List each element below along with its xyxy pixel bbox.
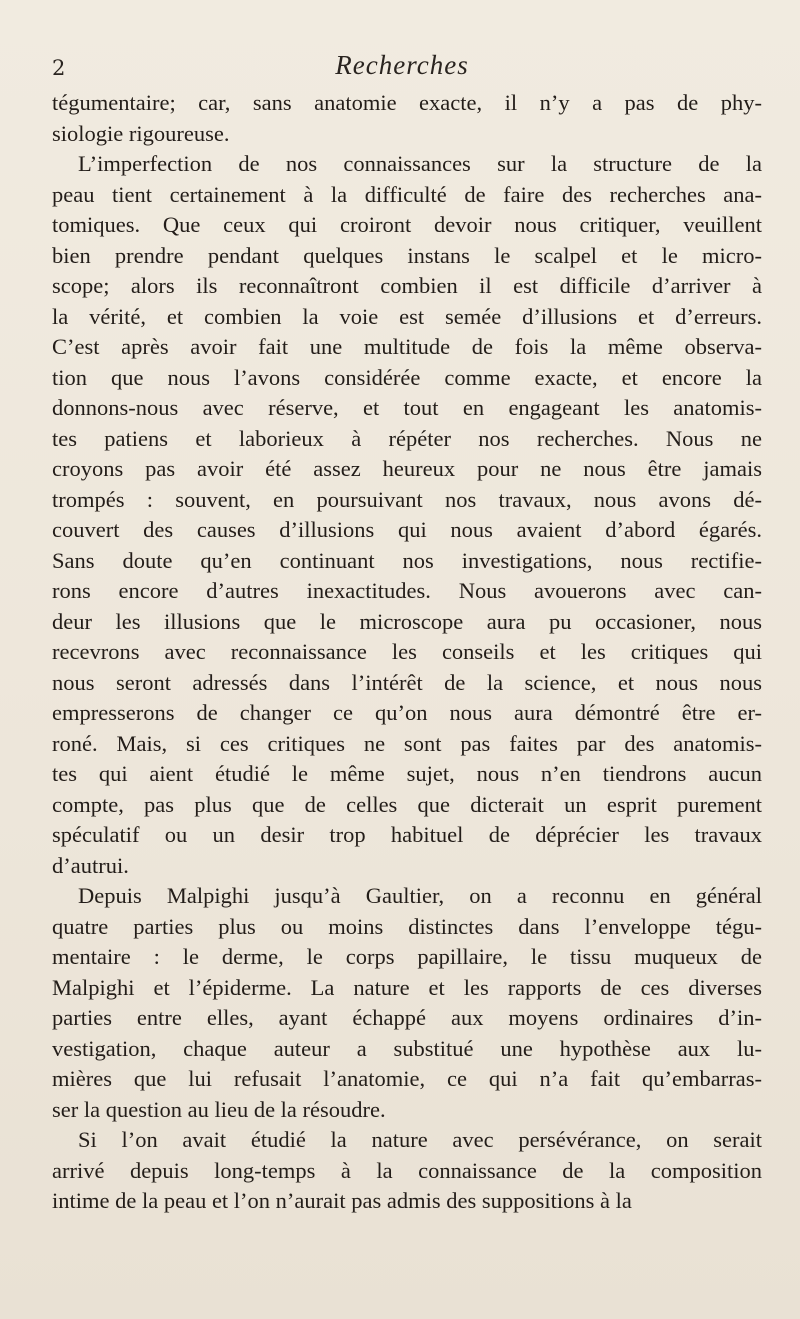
text-line: croyons pas avoir été assez heureux pour ne nous être jamais — [52, 456, 762, 481]
text-line: rons encore d’autres inexactitudes. Nous avouerons avec can- — [52, 578, 762, 603]
text-line: trompés : souvent, en poursuivant nos travaux, nous avons dé- — [52, 486, 762, 512]
text-line: spéculatif ou un desir trop habituel de déprécier les travaux — [52, 822, 762, 847]
paragraph — [52, 1125, 762, 1217]
text-line: empresserons de changer ce qu’on nous aura démontré être er- — [52, 700, 762, 725]
text-line: mentaire : le derme, le corps papillaire, le tissu muqueux de — [52, 944, 762, 969]
text-line: scope; alors ils reconnaîtront combien il est difficile d’arriver à — [52, 273, 762, 298]
text-line: siologie rigoureuse. — [52, 120, 230, 146]
text-line: ser la question au lieu de la résoudre. — [52, 1096, 386, 1122]
text-line: recevrons avec reconnaissance les conseils et les critiques qui — [52, 639, 762, 664]
text-line: bien prendre pendant quelques instans le scalpel et le micro- — [52, 242, 762, 268]
text-line: roné. Mais, si ces critiques ne sont pas faites par des anatomis- — [52, 730, 762, 756]
text-line: tes patiens et laborieux à répéter nos recherches. Nous ne — [52, 425, 762, 451]
text-line: Sans doute qu’en continuant nos investigations, nous rectifie- — [52, 547, 762, 573]
text-line: tégumentaire; car, sans anatomie exacte, il n’y a pas de phy- — [52, 90, 762, 115]
paragraph — [52, 881, 762, 1125]
text-line: la vérité, et combien la voie est semée d’illusions et d’erreurs. — [52, 303, 762, 329]
text-line: tes qui aient étudié le même sujet, nous n’en tiendrons aucun — [52, 761, 762, 786]
page-header — [52, 50, 752, 86]
text-line: peau tient certainement à la difficulté de faire des recherches ana- — [52, 181, 762, 207]
text-line: Depuis Malpighi jusqu’à Gaultier, on a reconnu en général — [78, 883, 762, 908]
paragraph — [52, 149, 762, 881]
paragraph — [52, 88, 762, 149]
text-line: quatre parties plus ou moins distinctes dans l’enveloppe tégu- — [52, 913, 762, 939]
text-line: d’autrui. — [52, 852, 129, 878]
text-line: L’imperfection de nos connaissances sur la structure de la — [78, 151, 762, 176]
text-line: parties entre elles, ayant échappé aux moyens ordinaires d’in- — [52, 1005, 762, 1030]
text-line: nous seront adressés dans l’intérêt de la science, et nous nous — [52, 669, 762, 695]
text-line: intime de la peau et l’on n’aurait pas admis des suppositions à la — [52, 1188, 632, 1213]
text-line: deur les illusions que le microscope aura pu occasioner, nous — [52, 608, 762, 634]
page-number: 2 — [52, 56, 66, 80]
text-line: compte, pas plus que de celles que dicterait un esprit purement — [52, 791, 762, 817]
text-line: mières que lui refusait l’anatomie, ce qui n’a fait qu’embarras- — [52, 1066, 762, 1091]
text-line: couvert des causes d’illusions qui nous avaient d’abord égarés. — [52, 517, 762, 542]
text-line: Si l’on avait étudié la nature avec persévérance, on serait — [78, 1127, 762, 1152]
text-line: vestigation, chaque auteur a substitué une hypothèse aux lu- — [52, 1035, 762, 1061]
text-line: C’est après avoir fait une multitude de fois la même observa- — [52, 334, 762, 359]
text-line: donnons-nous avec réserve, et tout en engageant les anatomis- — [52, 395, 762, 420]
text-line: tion que nous l’avons considérée comme exacte, et encore la — [52, 364, 762, 390]
body-text — [52, 88, 762, 1217]
text-line: Malpighi et l’épiderme. La nature et les rapports de ces diverses — [52, 974, 762, 1000]
text-line: tomiques. Que ceux qui croiront devoir nous critiquer, veuillent — [52, 212, 762, 237]
text-line: arrivé depuis long-temps à la connaissance de la composition — [52, 1157, 762, 1183]
running-head: Recherches — [335, 50, 469, 80]
